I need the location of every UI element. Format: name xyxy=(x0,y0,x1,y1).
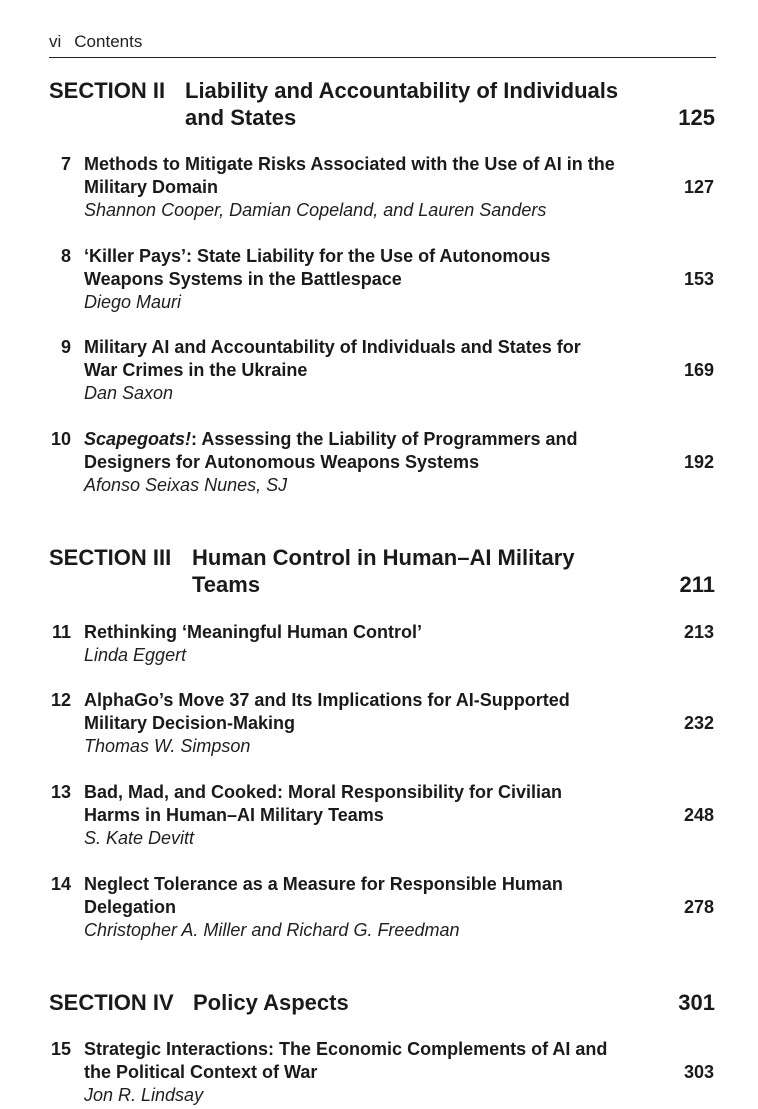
chapter-author: Jon R. Lindsay xyxy=(84,1085,204,1105)
section-2 xyxy=(49,77,715,131)
chapter-number: 12 xyxy=(50,690,71,710)
chapter-title: Military AI and Accountability of Individuals and States for War Crimes in the Ukraine xyxy=(84,337,581,380)
chapter-title-italic: Scapegoats! xyxy=(84,429,192,449)
section-heading[interactable] xyxy=(49,544,715,598)
chapter-entry[interactable] xyxy=(49,689,714,758)
chapter-author: Thomas W. Simpson xyxy=(84,736,251,756)
chapter-entry[interactable] xyxy=(49,621,714,667)
section-label: SECTION IV xyxy=(49,990,174,1015)
chapter-number: 14 xyxy=(50,874,71,894)
section-4 xyxy=(49,989,715,1016)
chapter-number: 8 xyxy=(60,246,71,266)
section-heading[interactable] xyxy=(49,77,715,131)
chapter-title xyxy=(84,428,619,474)
chapter-page-number: 213 xyxy=(683,622,714,642)
chapter-number: 13 xyxy=(50,782,71,802)
chapter-title: Neglect Tolerance as a Measure for Responsible Human Delegation xyxy=(84,874,563,917)
chapter-entry[interactable] xyxy=(49,1038,714,1107)
chapter-entry[interactable] xyxy=(49,873,714,942)
chapter-entry[interactable] xyxy=(49,336,714,405)
section-page-number: 301 xyxy=(678,990,715,1015)
chapter-entry[interactable] xyxy=(49,153,714,222)
chapter-number: 9 xyxy=(60,337,71,357)
chapter-title: Strategic Interactions: The Economic Complements of AI and the Political Context of War xyxy=(84,1039,608,1082)
chapter-number: 15 xyxy=(50,1039,71,1059)
chapter-author: Dan Saxon xyxy=(84,383,174,403)
chapter-page-number: 127 xyxy=(683,177,714,197)
chapter-title: Rethinking ‘Meaningful Human Control’ xyxy=(84,622,422,642)
section-page-number: 211 xyxy=(679,572,715,597)
section-label: SECTION III xyxy=(49,545,172,570)
chapter-title-rest: : Assessing the Liability of Programmers and Designers for Autonomous Weapons Systems xyxy=(84,429,578,472)
chapter-page-number: 153 xyxy=(683,269,714,289)
chapter-author: Afonso Seixas Nunes, SJ xyxy=(84,475,288,495)
running-head xyxy=(49,32,716,58)
chapter-page-number: 248 xyxy=(683,805,714,825)
section-title: Liability and Accountability of Individuals and States xyxy=(185,78,619,130)
section-page-number: 125 xyxy=(678,105,715,130)
chapter-title: AlphaGo’s Move 37 and Its Implications for AI-Supported Military Decision-Making xyxy=(84,690,570,733)
chapter-page-number: 232 xyxy=(683,713,714,733)
chapter-number: 10 xyxy=(50,429,71,449)
chapter-author: Shannon Cooper, Damian Copeland, and Lauren Sanders xyxy=(84,200,547,220)
chapter-author: Linda Eggert xyxy=(84,645,187,665)
chapter-page-number: 192 xyxy=(683,452,714,472)
chapter-entry[interactable] xyxy=(49,428,714,497)
page-folio: vi xyxy=(49,32,62,51)
section-label: SECTION II xyxy=(49,78,166,103)
chapter-entry[interactable] xyxy=(49,245,714,314)
chapter-title: Methods to Mitigate Risks Associated with the Use of AI in the Military Domain xyxy=(84,154,615,197)
chapter-entry[interactable] xyxy=(49,781,714,850)
chapter-author: Diego Mauri xyxy=(84,292,182,312)
section-heading[interactable] xyxy=(49,989,715,1016)
section-title: Human Control in Human–AI Military Teams xyxy=(192,545,575,597)
section-3 xyxy=(49,544,715,598)
chapter-page-number: 169 xyxy=(683,360,714,380)
chapter-number: 11 xyxy=(51,622,71,642)
running-head-label: Contents xyxy=(74,32,143,51)
chapter-page-number: 303 xyxy=(683,1062,714,1082)
chapter-author: S. Kate Devitt xyxy=(84,828,195,848)
chapter-author: Christopher A. Miller and Richard G. Freedman xyxy=(84,920,460,940)
chapter-page-number: 278 xyxy=(683,897,714,917)
section-title: Policy Aspects xyxy=(193,990,349,1015)
chapter-number: 7 xyxy=(60,154,71,174)
chapter-title: Bad, Mad, and Cooked: Moral Responsibility for Civilian Harms in Human–AI Military Teams xyxy=(84,782,563,825)
chapter-title: ‘Killer Pays’: State Liability for the Use of Autonomous Weapons Systems in the Battlespace xyxy=(84,246,551,289)
